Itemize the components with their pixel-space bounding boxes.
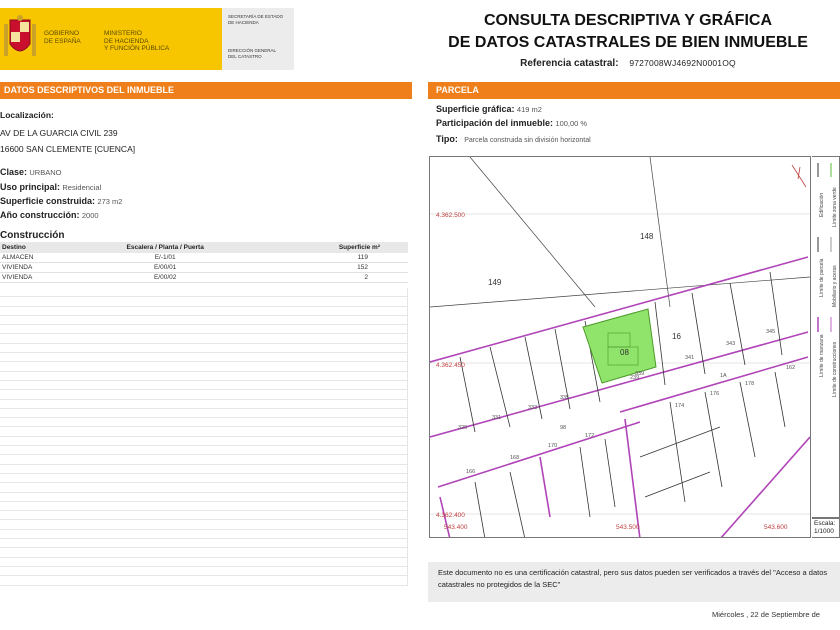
empty-table-row [0, 539, 408, 548]
empty-table-row [0, 362, 408, 371]
street-number: 343 [726, 341, 736, 347]
legend-item: Edificación [819, 192, 825, 217]
scale-value: 1/1000 [814, 528, 834, 535]
highlighted-parcel [583, 309, 656, 383]
tipo-label: Tipo: [436, 134, 458, 144]
empty-table-row [0, 558, 408, 567]
table-row [0, 263, 408, 273]
empty-table-row [0, 446, 408, 455]
parcel-label: 16 [672, 332, 681, 341]
street-number: 172 [585, 433, 595, 439]
gov-line2: DE ESPAÑA [44, 37, 81, 45]
ministry-line3: Y FUNCIÓN PÚBLICA [104, 45, 170, 52]
tipo-value: Parcela construida sin división horizontal [464, 137, 591, 144]
empty-table-row [0, 567, 408, 576]
empty-table-row [0, 344, 408, 353]
footer-date: Miércoles , 22 de Septiembre de [712, 610, 820, 619]
disclaimer-notice: Este documento no es una certificación catastral, pero sus datos pueden ser verificados a través del "Acceso a datos catastrales no protegidos de la SEC" [428, 562, 840, 602]
participacion-row [436, 118, 587, 128]
empty-table-row [0, 455, 408, 464]
scale-label: Escala: [814, 520, 836, 527]
street-number: 176 [710, 391, 720, 397]
scale-box [812, 518, 840, 538]
government-name [44, 30, 81, 45]
empty-table-row [0, 288, 408, 297]
title-line2: DE DATOS CATASTRALES DE BIEN INMUEBLE [448, 34, 808, 51]
ministry-name [104, 30, 169, 53]
ministry-line1: MINISTERIO [104, 30, 142, 37]
cell-superficie: 119 [253, 253, 408, 263]
street-number: 178 [745, 381, 755, 387]
participacion-label: Participación del inmueble: [436, 118, 554, 128]
empty-table-row [0, 483, 408, 492]
coord-label: 543.500 [616, 524, 640, 531]
header-destino: Destino [0, 242, 77, 253]
empty-table-row [0, 427, 408, 436]
cadastral-map[interactable] [429, 156, 811, 538]
ref-value: 9727008WJ4692N0001OQ [629, 58, 736, 68]
clase-label: Clase: [0, 167, 28, 177]
secretaria-line1: SECRETARÍA DE ESTADO [228, 14, 284, 19]
empty-table-row [0, 409, 408, 418]
empty-table-row [0, 493, 408, 502]
table-row [0, 273, 408, 283]
empty-table-row [0, 474, 408, 483]
localizacion-label: Localización: [0, 110, 54, 120]
title-line1: CONSULTA DESCRIPTIVA Y GRÁFICA [483, 12, 772, 29]
secretaria-line2: DE HACIENDA [228, 19, 259, 25]
coord-label: 4.362.450 [436, 362, 465, 369]
empty-table-row [0, 465, 408, 474]
clase-row [0, 167, 61, 177]
north-arrow-icon [792, 165, 806, 187]
government-logo-block [0, 8, 222, 70]
tipo-row [436, 134, 591, 144]
participacion-value: 100,00 % [555, 119, 588, 128]
direccion-text [228, 48, 276, 59]
table-header-row [0, 242, 408, 253]
map-legend [812, 156, 840, 518]
superficie-grafica-value: 419 m2 [516, 105, 542, 114]
legend-item: Límite zona verde [832, 187, 838, 227]
street-number: 329 [458, 425, 468, 431]
empty-table-row [0, 511, 408, 520]
empty-table-row [0, 316, 408, 325]
secretaria-block [222, 8, 294, 70]
cell-superficie: 152 [253, 263, 408, 273]
street-number: 345 [766, 329, 776, 335]
empty-table-row [0, 548, 408, 557]
superficie-value: 273 m2 [97, 197, 123, 206]
cell-escalera: E/00/02 [77, 273, 254, 283]
empty-table-row [0, 437, 408, 446]
legend-item: Límite de manzana [819, 334, 825, 377]
empty-table-row [0, 520, 408, 529]
secretaria-text [228, 14, 283, 25]
street-number: 341 [685, 355, 695, 361]
uso-row [0, 182, 101, 192]
construccion-title: Construcción [0, 230, 65, 241]
street-number: 339 [635, 371, 645, 377]
direccion-line1: DIRECCIÓN GENERAL [228, 48, 277, 53]
coord-label: 543.600 [764, 524, 788, 531]
legend-item: Límite de construcciones [832, 341, 838, 397]
superficie-grafica-row [436, 104, 542, 114]
street-number: 335 [560, 395, 570, 401]
gov-line1: GOBIERNO [44, 30, 80, 37]
empty-table-row [0, 325, 408, 334]
clase-value: URBANO [29, 168, 62, 177]
street-number: 98 [560, 425, 567, 431]
coord-label: 4.362.500 [436, 212, 465, 219]
header-escalera: Escalera / Planta / Puerta [77, 242, 254, 253]
anio-row [0, 210, 99, 220]
superficie-row [0, 196, 122, 206]
empty-table-row [0, 400, 408, 409]
street-number: 170 [548, 443, 558, 449]
street-number: 1A [720, 373, 727, 379]
document-title [430, 10, 826, 54]
parcel-label: 149 [488, 278, 502, 287]
empty-table-row [0, 502, 408, 511]
empty-table-row [0, 353, 408, 362]
empty-table-row [0, 381, 408, 390]
legend-item: Límite de parcela [819, 258, 825, 297]
parcel-label: 08 [620, 348, 629, 357]
empty-table-row [0, 530, 408, 539]
cell-superficie: 2 [253, 273, 408, 283]
street-number: 174 [675, 403, 685, 409]
direccion-line2: DEL CATASTRO [228, 53, 262, 59]
table-row [0, 253, 408, 263]
parcel-label: 148 [640, 232, 654, 241]
uso-label: Uso principal: [0, 182, 61, 192]
street-number: 166 [466, 469, 476, 475]
empty-table-row [0, 576, 408, 585]
street-number: 162 [786, 365, 796, 371]
legend-svg [812, 157, 840, 519]
empty-table-row [0, 390, 408, 399]
street-number: 168 [510, 455, 520, 461]
cell-destino: VIVIENDA [0, 263, 77, 273]
superficie-label: Superficie construida: [0, 196, 96, 206]
empty-table-row [0, 334, 408, 343]
street-number: 333 [528, 405, 538, 411]
uso-value: Residencial [62, 183, 102, 192]
ref-label: Referencia catastral: [520, 58, 619, 69]
cadastral-reference [430, 58, 826, 69]
empty-table-row [0, 418, 408, 427]
superficie-grafica-label: Superficie gráfica: [436, 104, 515, 114]
section-bar-parcela: PARCELA [428, 82, 840, 99]
construction-table [0, 242, 408, 283]
header-superficie: Superficie m² [253, 242, 408, 253]
cell-destino: ALMACEN [0, 253, 77, 263]
anio-label: Año construcción: [0, 210, 80, 220]
street-number: 331 [492, 415, 502, 421]
legend-item: Mobiliario y aceras [832, 265, 838, 307]
address-line2: 16600 SAN CLEMENTE [CUENCA] [0, 144, 136, 154]
coord-label: 543.400 [444, 524, 468, 531]
coat-of-arms-icon [2, 14, 38, 64]
cell-destino: VIVIENDA [0, 273, 77, 283]
section-bar-descriptive: DATOS DESCRIPTIVOS DEL INMUEBLE [0, 82, 412, 99]
street-number: 239 [630, 375, 640, 381]
address-line1: AV DE LA GUARCIA CIVIL 239 [0, 128, 118, 138]
empty-table-row [0, 372, 408, 381]
empty-table-row [0, 307, 408, 316]
empty-table-row [0, 297, 408, 306]
cell-escalera: E/00/01 [77, 263, 254, 273]
table-empty-rows [0, 288, 408, 588]
anio-value: 2000 [81, 211, 99, 220]
ministry-line2: DE HACIENDA [104, 37, 149, 45]
coord-label: 4.362.400 [436, 512, 465, 519]
cell-escalera: E/-1/01 [77, 253, 254, 263]
cadastral-map-svg [430, 157, 811, 538]
